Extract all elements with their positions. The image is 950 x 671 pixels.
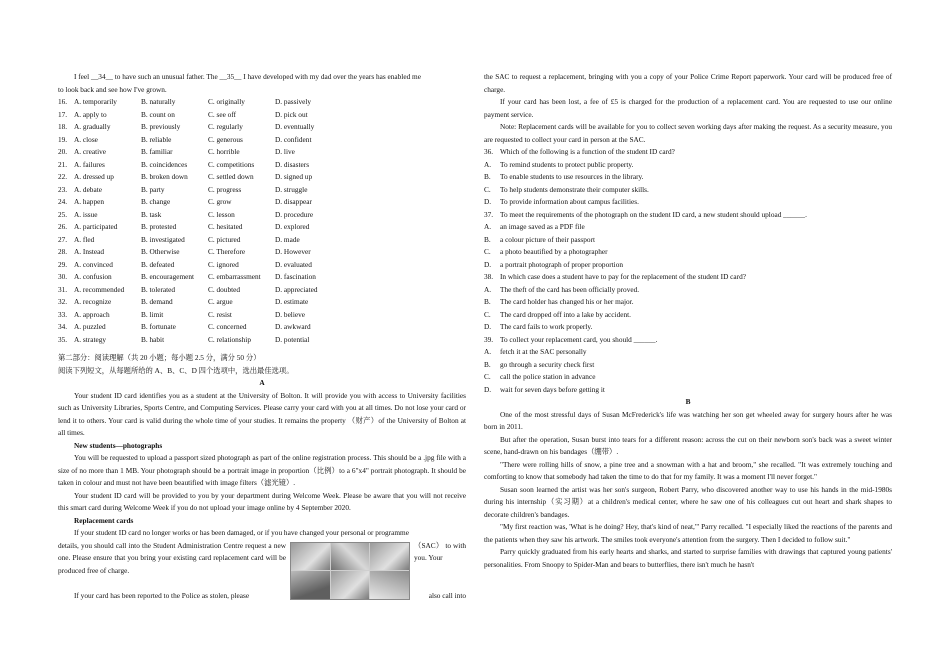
passage-a-para4-left: details, you should call into the Student Administration Centre request a new one. Please ensure that you bring your existing card replacement card will be produced free of charge. — [58, 540, 286, 575]
cloze-option-row — [58, 234, 466, 247]
answer-option — [484, 346, 892, 359]
option-d: D. eventually — [275, 122, 315, 131]
answer-option — [484, 234, 892, 247]
passage-b-para2: But after the operation, Susan burst into tears for a different reason: across the cut on their newborn son's back was a sweet winter scene, hand-drawn on his bandages（绷带）. — [484, 434, 892, 456]
option-a: A. debate — [74, 184, 102, 194]
answer-option — [484, 371, 892, 384]
collage-photo-2 — [331, 543, 370, 571]
passage-b-para6: Parry quickly graduated from his early hearts and sharks, and started to surprise families with drawings that captured young patients' personalities. From Snoopy to Spider-Man and bears to butterflies, there isn't much he hasn't — [484, 547, 892, 569]
cloze-intro-line2: to look back and see how I've grown. — [58, 84, 167, 94]
option-b: B. habit — [141, 334, 165, 344]
option-letter: B. — [484, 234, 491, 244]
option-letter: C. — [484, 372, 491, 381]
question-number: 16. — [58, 97, 68, 106]
questions-list — [484, 146, 892, 396]
question-number: 31. — [58, 284, 68, 294]
cloze-option-row — [58, 334, 466, 347]
question-text: To collect your replacement card, you should ______. — [500, 334, 658, 344]
answer-option — [484, 221, 892, 234]
option-d: D. made — [275, 234, 300, 244]
option-text: wait for seven days before getting it — [500, 384, 605, 394]
option-letter: A. — [484, 347, 492, 356]
option-letter: A. — [484, 284, 492, 294]
option-a: A. close — [74, 134, 98, 144]
left-column — [58, 71, 466, 603]
option-d: D. procedure — [275, 209, 314, 219]
option-d: D. explored — [275, 222, 310, 231]
question-number: 33. — [58, 309, 68, 319]
passage-a-para1: Your student ID card identifies you as a student at the University of Bolton. It will provide you with access to University facilities such as University Libraries, Sports Centre, and Computing Services. Please carry your card with you at all times. Do not lose your card or lend it to others. Your card is valid during the whole time of your studies. It remains the property （财产）of the University of Bolton at all times. — [58, 390, 466, 437]
part2-title: 第二部分：阅读理解（共 20 小题；每小题 2.5 分，满分 50 分） — [58, 353, 261, 362]
option-c: C. embarrassment — [208, 272, 261, 281]
question-number: 35. — [58, 334, 68, 344]
section-a-title: A — [259, 378, 265, 387]
option-d: D. disappear — [275, 197, 312, 206]
cloze-option-row — [58, 96, 466, 109]
option-a: A. failures — [74, 159, 105, 169]
option-c: C. horrible — [208, 147, 240, 156]
question-number: 37. — [484, 209, 494, 219]
option-a: A. participated — [74, 222, 118, 231]
question-stem — [484, 209, 892, 222]
option-text: The theft of the card has been officially proved. — [500, 284, 640, 294]
option-a: A. approach — [74, 309, 110, 319]
option-b: B. investigated — [141, 234, 185, 244]
option-d: D. fascination — [275, 272, 316, 281]
passage-b-para1: One of the most stressful days of Susan McFrederick's life was watching her son get wheeled away for surgery hours after he was born in 2011. — [484, 409, 892, 431]
option-b: B. tolerated — [141, 284, 176, 294]
question-number: 36. — [484, 147, 494, 156]
part2-instructions: 阅读下列短文，从每题所给的 A、B、C、D 四个选项中，选出最佳选项。 — [58, 365, 294, 375]
passage-a-para5-row — [58, 590, 466, 603]
answer-option — [484, 196, 892, 209]
passage-a-note: Note: Replacement cards will be available for you to collect seven working days after making the request. As a security measure, you are requested to collect your card in person at the SAC. — [484, 122, 892, 144]
cloze-option-row — [58, 121, 466, 134]
option-d: D. believe — [275, 309, 305, 319]
option-text: To enable students to use resources in the library. — [500, 172, 644, 181]
answer-option — [484, 321, 892, 334]
option-text: a portrait photograph of proper proportion — [500, 259, 623, 269]
passage-a-para3: Your student ID card will be provided to you by your department during Welcome Week. Please be aware that you will not receive this smart card during Welcome Week if you do not upload your image online by 4 September 2020. — [58, 490, 466, 512]
cloze-intro-line1: I feel __34__ to have such an unusual father. The __35__ I have developed with my dad over the years has enabled me — [74, 72, 421, 81]
option-letter: B. — [484, 297, 491, 306]
question-number: 17. — [58, 109, 68, 119]
option-c: C. argue — [208, 297, 233, 306]
option-b: B. reliable — [141, 134, 172, 144]
option-a: A. creative — [74, 147, 107, 156]
option-b: B. previously — [141, 122, 181, 131]
answer-option — [484, 184, 892, 197]
question-stem — [484, 271, 892, 284]
option-letter: D. — [484, 384, 492, 394]
option-c: C. see off — [208, 109, 237, 119]
option-c: C. regularly — [208, 122, 243, 131]
option-a: A. recognize — [74, 297, 112, 306]
option-a: A. apply to — [74, 109, 107, 119]
option-a: A. fled — [74, 234, 95, 244]
option-letter: C. — [484, 247, 491, 256]
cloze-option-row — [58, 296, 466, 309]
heading-new-students-photographs: New students—photographs — [74, 440, 163, 450]
question-stem — [484, 334, 892, 347]
option-d: D. evaluated — [275, 259, 312, 269]
question-number: 25. — [58, 209, 68, 219]
answer-option — [484, 171, 892, 184]
option-d: D. disasters — [275, 159, 310, 169]
option-c: C. hesitated — [208, 222, 243, 231]
option-text: The card fails to work properly. — [500, 322, 593, 331]
option-text: call the police station in advance — [500, 372, 596, 381]
option-a: A. puzzled — [74, 322, 106, 331]
option-a: A. temporarily — [74, 97, 117, 106]
cloze-option-row — [58, 159, 466, 172]
heading-replacement-cards: Replacement cards — [74, 515, 134, 525]
cloze-option-row — [58, 209, 466, 222]
wrapped-figure-section — [58, 540, 466, 590]
answer-option — [484, 309, 892, 322]
option-b: B. broken down — [141, 172, 188, 181]
option-d: D. However — [275, 247, 311, 256]
cloze-option-row — [58, 184, 466, 197]
answer-option — [484, 296, 892, 309]
option-letter: B. — [484, 359, 491, 369]
answer-option — [484, 284, 892, 297]
option-b: B. fortunate — [141, 322, 176, 331]
option-text: The card holder has changed his or her major. — [500, 297, 634, 306]
option-text: To remind students to protect public property. — [500, 159, 634, 169]
cloze-option-row — [58, 134, 466, 147]
option-d: D. pick out — [275, 109, 308, 119]
cloze-option-row — [58, 284, 466, 297]
question-text: In which case does a student have to pay for the replacement of the student ID card? — [500, 272, 746, 281]
question-text: To meet the requirements of the photograph on the student ID card, a new student should upload ______. — [500, 209, 807, 219]
passage-b-para5: "My first reaction was, 'What is he doing? Hey, that's kind of neat,'" Parry recalled. "I especially liked the reactions of the parents and the patients when they saw his artwork. The smiles took everyone's attention from the surgery. Then I decided to follow suit." — [484, 522, 892, 544]
option-text: a colour picture of their passport — [500, 234, 596, 244]
collage-photo-3 — [370, 543, 409, 571]
option-c: C. concerned — [208, 322, 247, 331]
answer-option — [484, 384, 892, 397]
answer-option — [484, 259, 892, 272]
cloze-option-row — [58, 146, 466, 159]
question-text: Which of the following is a function of the student ID card? — [500, 147, 675, 156]
question-number: 30. — [58, 272, 68, 281]
option-letter: D. — [484, 259, 492, 269]
question-number: 28. — [58, 247, 68, 256]
option-b: B. naturally — [141, 97, 176, 106]
option-d: D. signed up — [275, 172, 313, 181]
collage-photo-1 — [291, 543, 330, 571]
option-text: To provide information about campus facilities. — [500, 197, 639, 206]
option-d: D. awkward — [275, 322, 311, 331]
cloze-option-row — [58, 171, 466, 184]
passage-a-para2: You will be requested to upload a passport sized photograph as part of the online registration process. This should be a .jpg file with a size of no more than 1 MB. Your photograph should be a portrait image in proportion（比例）to a 6"x4" portrait photograph. It should be taken in colour and must not have been beautified with image filters（滤光镜）. — [58, 453, 466, 487]
question-number: 24. — [58, 197, 68, 206]
option-b: B. limit — [141, 309, 164, 319]
passage-a-para4-right: （SAC） to with you. Your — [414, 540, 466, 562]
option-a: A. Instead — [74, 247, 104, 256]
option-c: C. ignored — [208, 259, 239, 269]
option-letter: D. — [484, 322, 492, 331]
option-c: C. pictured — [208, 234, 241, 244]
passage-a-para5-right: also call into — [428, 590, 466, 600]
question-number: 34. — [58, 322, 68, 331]
option-d: D. passively — [275, 97, 312, 106]
cloze-option-row — [58, 221, 466, 234]
option-c: C. Therefore — [208, 247, 246, 256]
option-d: D. appreciated — [275, 284, 318, 294]
option-b: B. task — [141, 209, 162, 219]
passage-a-para6: If your card has been lost, a fee of £5 is charged for the production of a replacement card. You are requested to use our online payment service. — [484, 97, 892, 119]
option-c: C. lesson — [208, 209, 235, 219]
option-a: A. happen — [74, 197, 104, 206]
option-text: To help students demonstrate their computer skills. — [500, 184, 649, 194]
option-b: B. count on — [141, 109, 175, 119]
cloze-option-row — [58, 309, 466, 322]
passage-b-para4: Susan soon learned the artist was her son's surgeon, Robert Parry, who discovered another way to use his hands in the mid-1980s during his internship（实习期）at a children's medical center, where he saw one of his colleagues cut out heart and shark shapes to decorate children's bandages. — [484, 484, 892, 519]
option-b: B. Otherwise — [141, 247, 180, 256]
option-letter: A. — [484, 222, 492, 231]
option-a: A. strategy — [74, 334, 107, 344]
option-text: fetch it at the SAC personally — [500, 347, 587, 356]
cloze-option-row — [58, 196, 466, 209]
option-letter: C. — [484, 184, 491, 194]
cloze-options-list — [58, 96, 466, 346]
option-d: D. confident — [275, 134, 312, 144]
option-c: C. relationship — [208, 334, 251, 344]
question-number: 27. — [58, 234, 68, 244]
cloze-option-row — [58, 271, 466, 284]
answer-option — [484, 359, 892, 372]
option-c: C. settled down — [208, 172, 254, 181]
option-a: A. recommended — [74, 284, 125, 294]
option-d: D. estimate — [275, 297, 309, 306]
option-text: an image saved as a PDF file — [500, 222, 585, 231]
right-column — [484, 71, 892, 571]
cloze-option-row — [58, 109, 466, 122]
option-letter: B. — [484, 172, 491, 181]
option-a: A. issue — [74, 209, 98, 219]
question-number: 32. — [58, 297, 68, 306]
option-c: C. competitions — [208, 159, 255, 169]
option-b: B. party — [141, 184, 165, 194]
option-text: The card dropped off into a lake by accident. — [500, 309, 631, 319]
option-d: D. struggle — [275, 184, 308, 194]
option-text: a photo beautified by a photographer — [500, 247, 608, 256]
question-number: 19. — [58, 134, 68, 144]
option-b: B. familiar — [141, 147, 173, 156]
question-number: 39. — [484, 334, 494, 344]
cloze-option-row — [58, 259, 466, 272]
option-b: B. defeated — [141, 259, 175, 269]
answer-option — [484, 159, 892, 172]
option-letter: A. — [484, 159, 492, 169]
option-a: A. convinced — [74, 259, 113, 269]
passage-b-para3: "There were rolling hills of snow, a pine tree and a snowman with a hat and broom," she recalled. "It was extremely touching and comforting to know that somebody had taken the time to do that for my family. It was a moment I'll never forget." — [484, 459, 892, 481]
option-letter: C. — [484, 309, 491, 319]
question-number: 23. — [58, 184, 68, 194]
question-number: 18. — [58, 122, 68, 131]
option-a: A. confusion — [74, 272, 112, 281]
question-stem — [484, 146, 892, 159]
cloze-option-row — [58, 321, 466, 334]
option-text: go through a security check first — [500, 359, 595, 369]
option-b: B. change — [141, 197, 171, 206]
option-c: C. progress — [208, 184, 242, 194]
passage-a-para5-cont: the SAC to request a replacement, bringing with you a copy of your Police Crime Report paperwork. Your card will be produced free of charge. — [484, 72, 892, 94]
option-a: A. dressed up — [74, 172, 114, 181]
question-number: 22. — [58, 172, 68, 181]
option-c: C. grow — [208, 197, 232, 206]
option-c: C. originally — [208, 97, 245, 106]
option-d: D. live — [275, 147, 295, 156]
option-c: C. generous — [208, 134, 243, 144]
question-number: 26. — [58, 222, 68, 231]
passage-a-para5-left: If your card has been reported to the Police as stolen, please — [74, 590, 250, 600]
option-b: B. encouragement — [141, 272, 195, 281]
option-a: A. gradually — [74, 122, 111, 131]
question-number: 29. — [58, 259, 68, 269]
question-number: 20. — [58, 147, 68, 156]
section-b-title: B — [685, 397, 691, 406]
option-b: B. coincidences — [141, 159, 188, 169]
option-d: D. potential — [275, 334, 310, 344]
option-b: B. protested — [141, 222, 177, 231]
option-letter: D. — [484, 197, 492, 206]
cloze-option-row — [58, 246, 466, 259]
option-c: C. doubted — [208, 284, 241, 294]
passage-a-para4-line1: If your student ID card no longer works or has been damaged, or if you have changed your personal or programme — [74, 528, 409, 537]
question-number: 38. — [484, 272, 494, 281]
option-b: B. demand — [141, 297, 173, 306]
question-number: 21. — [58, 159, 68, 169]
answer-option — [484, 246, 892, 259]
option-c: C. resist — [208, 309, 232, 319]
